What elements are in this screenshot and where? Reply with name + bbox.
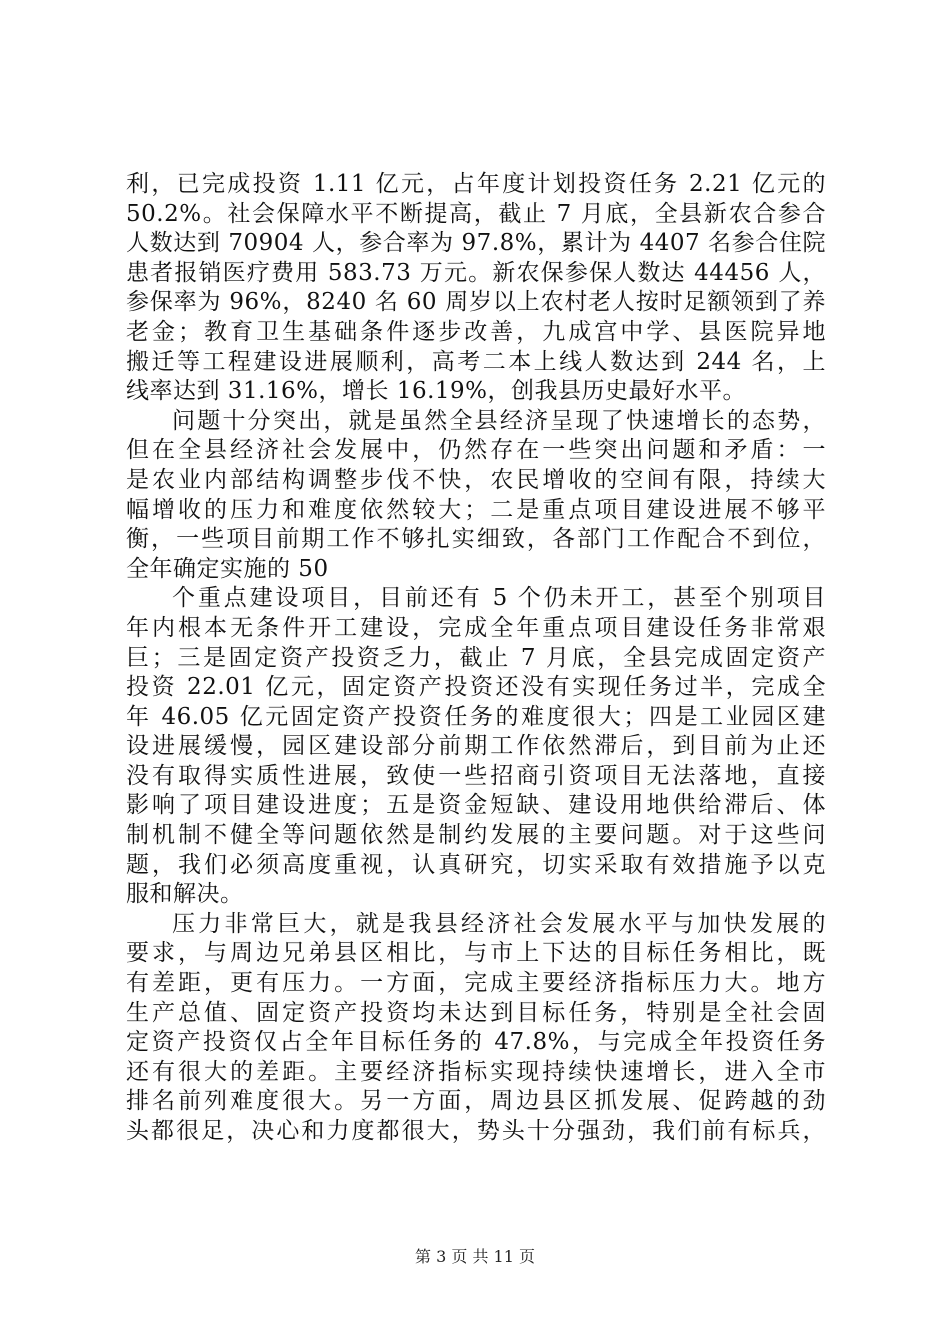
text-line: 还有很大的差距。主要经济指标实现持续快速增长，进入全市 [126, 1058, 826, 1085]
text-line: 设进展缓慢，园区建设部分前期工作依然滞后，到目前为止还 [126, 733, 826, 760]
text-line: 投资 22.01 亿元，固定资产投资还没有实现任务过半，完成全 [126, 674, 826, 701]
text-line: 巨；三是固定资产投资乏力，截止 7 月底，全县完成固定资产 [126, 644, 826, 671]
document-body [126, 170, 826, 1147]
text-line: 50.2%。社会保障水平不断提高，截止 7 月底，全县新农合参合 [126, 200, 826, 227]
page-number-footer: 第 3 页 共 11 页 [415, 1247, 535, 1266]
text-line: 年内根本无条件开工建设，完成全年重点项目建设任务非常艰 [126, 614, 826, 641]
text-line: 定资产投资仅占全年目标任务的 47.8%，与完成全年投资任务 [126, 1029, 826, 1056]
text-line: 头都很足，决心和力度都很大，势头十分强劲，我们前有标兵， [126, 1118, 826, 1144]
text-line: 影响了项目建设进度；五是资金短缺、建设用地供给滞后、体 [126, 792, 826, 819]
text-line: 搬迁等工程建设进展顺利，高考二本上线人数达到 244 名，上 [126, 348, 826, 375]
text-line: 线率达到 31.16%，增长 16.19%，创我县历史最好水平。 [126, 378, 747, 405]
text-line: 参保率为 96%，8240 名 60 周岁以上农村老人按时足额领到了养 [126, 289, 826, 316]
text-line: 利，已完成投资 1.11 亿元，占年度计划投资任务 2.21 亿元的 [126, 171, 826, 197]
text-line: 但在全县经济社会发展中，仍然存在一些突出问题和矛盾：一 [126, 437, 826, 464]
text-line: 问题十分突出，就是虽然全县经济呈现了快速增长的态势， [172, 407, 826, 434]
text-line: 年 46.05 亿元固定资产投资任务的难度很大；四是工业园区建 [126, 703, 826, 730]
text-line: 幅增收的压力和难度依然较大；二是重点项目建设进展不够平 [126, 496, 826, 523]
text-line: 衡，一些项目前期工作不够扎实细致，各部门工作配合不到位， [126, 526, 826, 553]
text-line: 患者报销医疗费用 583.73 万元。新农保参保人数达 44456 人， [126, 259, 826, 286]
text-line: 是农业内部结构调整步伐不快，农民增收的空间有限，持续大 [126, 466, 826, 493]
text-line: 全年确定实施的 50 [126, 555, 329, 582]
text-line: 要求，与周边兄弟县区相比，与市上下达的目标任务相比，既 [126, 940, 826, 967]
text-line: 压力非常巨大，就是我县经济社会发展水平与加快发展的 [172, 910, 826, 937]
text-line: 个重点建设项目，目前还有 5 个仍未开工，甚至个别项目 [172, 585, 826, 612]
text-line: 制机制不健全等问题依然是制约发展的主要问题。对于这些问 [126, 822, 826, 849]
text-line: 人数达到 70904 人，参合率为 97.8%，累计为 4407 名参合住院 [126, 230, 826, 257]
text-line: 服和解决。 [126, 881, 244, 908]
text-line: 有差距，更有压力。一方面，完成主要经济指标压力大。地方 [126, 970, 826, 997]
text-line: 老金；教育卫生基础条件逐步改善，九成宫中学、县医院异地 [126, 318, 826, 345]
text-line: 题，我们必须高度重视，认真研究，切实采取有效措施予以克 [126, 851, 826, 878]
text-line: 没有取得实质性进展，致使一些招商引资项目无法落地，直接 [126, 762, 826, 789]
text-line: 排名前列难度很大。另一方面，周边县区抓发展、促跨越的劲 [126, 1088, 826, 1115]
text-line: 生产总值、固定资产投资均未达到目标任务，特别是全社会固 [126, 999, 826, 1026]
